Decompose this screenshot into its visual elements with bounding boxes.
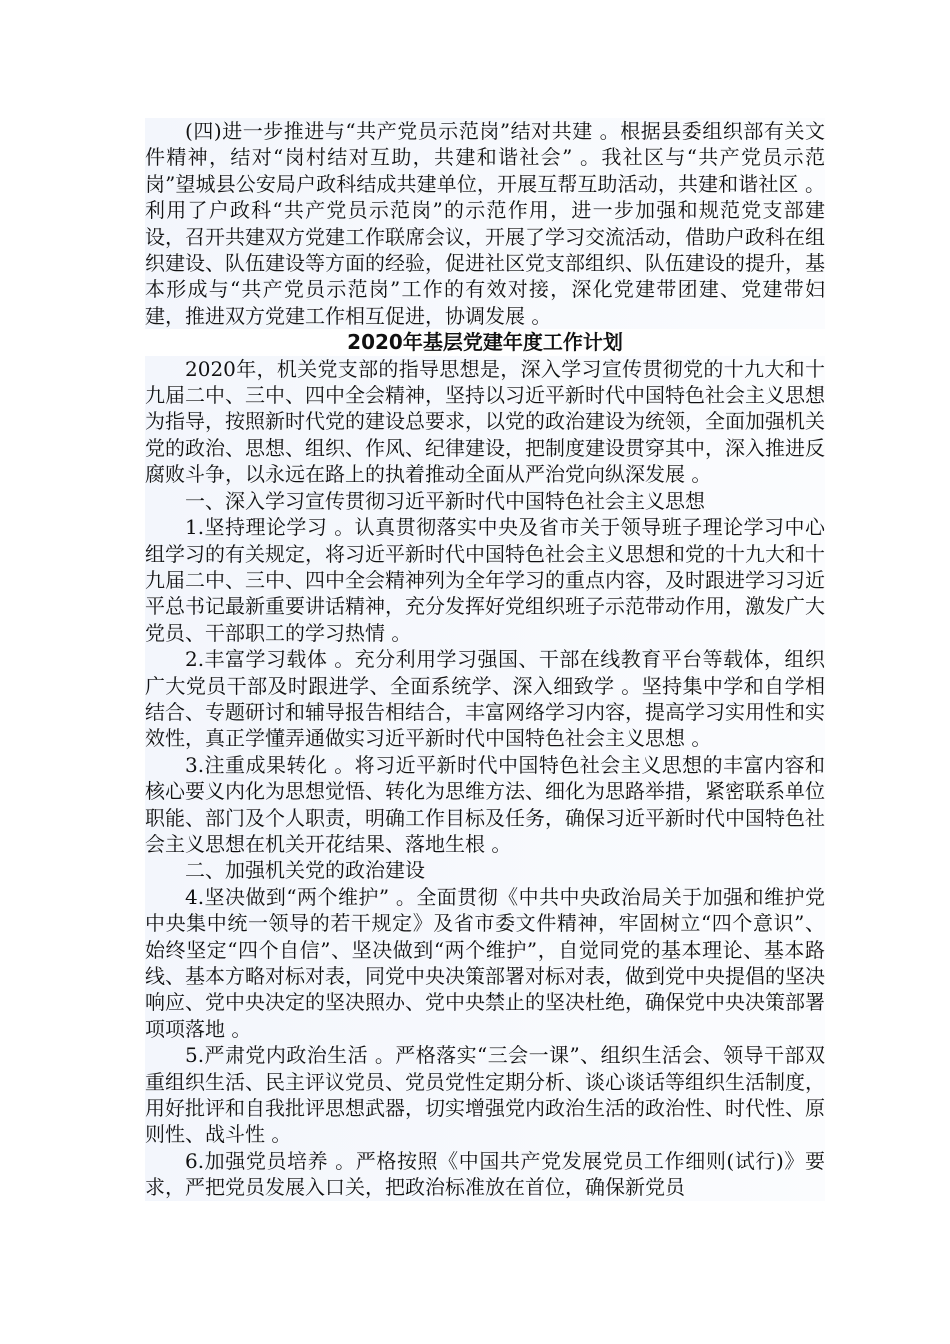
document-title: 2020年基层党建年度工作计划 (347, 330, 623, 355)
paragraph-item-1: 1.坚持理论学习 。认真贯彻落实中央及省市关于领导班子理论学习中心组学习的有关规定，将习近平新时代中国特色社会主义思想和党的十九大和十九届二中、三中、四中全会精神列为全年学习的重点内容，及时跟进学习习近平总书记最新重要讲话精神，充分发挥好党组织班子示范带动作用，激发广大党员、干部职工的学习热情 。 (145, 515, 825, 645)
paragraph-item-6: 6.加强党员培养 。严格按照《中国共产党发展党员工作细则(试行)》要求，严把党员发展入口关，把政治标准放在首位，确保新党员 (145, 1148, 825, 1200)
paragraph-item-3: 3.注重成果转化 。将习近平新时代中国特色社会主义思想的丰富内容和核心要义内化为思想觉悟、转化为思维方法、细化为思路举措，紧密联系单位职能、部门及个人职责，明确工作目标及任务，确保习近平新时代中国特色社会主义思想在机关开花结果、落地生根 。 (145, 752, 825, 856)
paragraph-pairing-cobuild: (四)进一步推进与“共产党员示范岗”结对共建 。根据县委组织部有关文件精神，结对“岗村结对互助，共建和谐社会” 。我社区与“共产党员示范岗”望城县公安局户政科结成共建单位，开展互帮互助活动，共建和谐社区 。利用了户政科“共产党员示范岗”的示范作用，进一步加强和规范党支部建设，召开共建双方党建工作联席会议，开展了学习交流活动，借助户政科在组织建设、队伍建设等方面的经验，促进社区党支部组织、队伍建设的提升，基本形成与“共产党员示范岗”工作的有效对接，深化党建带团建、党建带妇建，推进双方党建工作相互促进，协调发展 。 (145, 119, 825, 328)
paragraph-item-5: 5.严肃党内政治生活 。严格落实“三会一课”、组织生活会、领导干部双重组织生活、民主评议党员、党员党性定期分析、谈心谈话等组织生活制度，用好批评和自我批评思想武器，切实增强党内政治生活的政治性、时代性、原则性、战斗性 。 (145, 1043, 825, 1147)
section-heading-1: 一、深入学习宣传贯彻习近平新时代中国特色社会主义思想 (145, 488, 825, 514)
paragraph-item-2: 2.丰富学习载体 。充分利用学习强国、干部在线教育平台等载体，组织广大党员干部及时跟进学、全面系统学、深入细致学 。坚持集中学和自学相结合、专题研讨和辅导报告相结合，丰富网络学习内容，提高学习实用性和实效性，真正学懂弄通做实习近平新时代中国特色社会主义思想 。 (145, 647, 825, 751)
paragraph-guiding-thought: 2020年，机关党支部的指导思想是，深入学习宣传贯彻党的十九大和十九届二中、三中、四中全会精神，坚持以习近平新时代中国特色社会主义思想为指导，按照新时代党的建设总要求，以党的政治建设为统领，全面加强机关党的政治、思想、组织、作风、纪律建设，把制度建设贯穿其中，深入推进反腐败斗争，以永远在路上的执着推动全面从严治党向纵深发展 。 (145, 356, 825, 487)
paragraph-item-4: 4.坚决做到“两个维护” 。全面贯彻《中共中央政治局关于加强和维护党中央集中统一领导的若干规定》及省市委文件精神，牢固树立“四个意识”、始终坚定“四个自信”、坚决做到“两个维护”，自觉同党的基本理论、基本路线、基本方略对标对表，同党中央决策部署对标对表，做到党中央提倡的坚决响应、党中央决定的坚决照办、党中央禁止的坚决杜绝，确保党中央决策部署项项落地 。 (145, 884, 825, 1041)
document-page (145, 118, 825, 1201)
section-heading-2: 二、加强机关党的政治建设 (145, 857, 825, 883)
